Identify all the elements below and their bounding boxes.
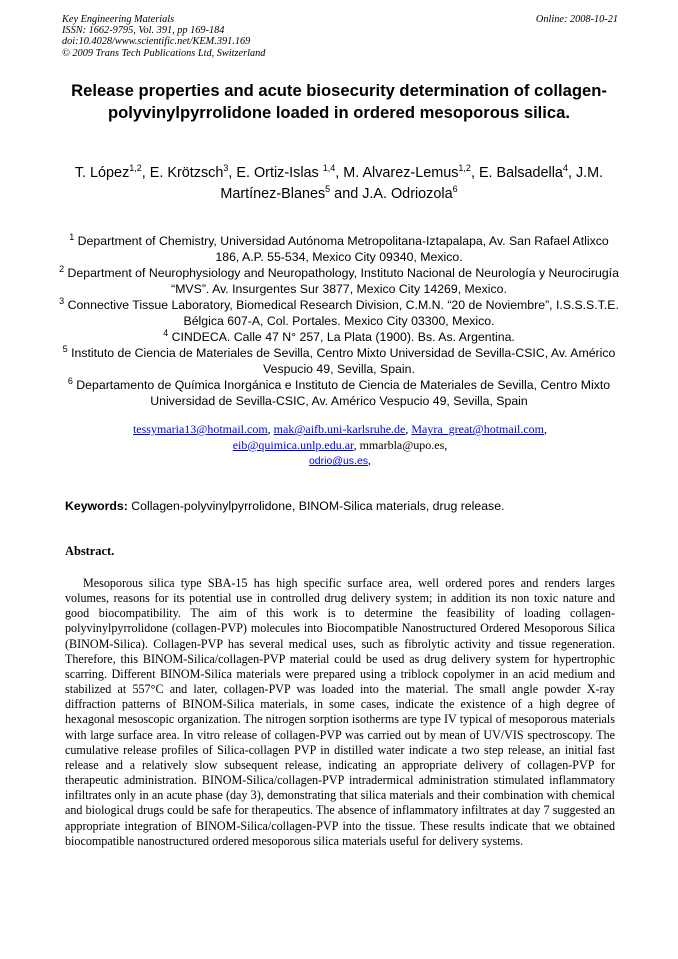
email-text: mmarbla@upo.es — [359, 437, 445, 452]
online-date: Online: 2008-10-21 — [535, 14, 618, 25]
abstract-heading: Abstract. — [65, 544, 115, 558]
author: J.M. Martínez-Blanes$^5$ and — [220, 165, 604, 202]
email-link[interactable]: odrio@us.es — [308, 455, 369, 467]
affiliation-list — [58, 233, 620, 409]
affiliation: $^3$ Connective Tissue Laboratory, Biomedical Research Division, C.M.N. “20 de Noviembre”, I.S.S.S.T.E. Bélgica 607-A, Col. Portales. Mexico City 03300, Mexico. — [59, 295, 619, 328]
email-link[interactable]: tessymaria13@hotmail.com — [132, 422, 268, 436]
author: E. Balsadella$^4$, — [478, 163, 576, 181]
journal-name: Key Engineering Materials — [62, 14, 175, 25]
affiliation: $^4$ CINDECA. Calle 47 N° 257, La Plata (1900). Bs. As. Argentina. — [163, 327, 515, 344]
author: J.A. Odriozola$^6$ — [362, 184, 458, 202]
email-link[interactable]: eib@quimica.unlp.edu.ar — [232, 437, 354, 452]
email-list: tessymaria13@hotmail.com, mak@aifb.uni-karlsruhe.de, Mayra_great@hotmail.com, eib@quimica.unlp.edu.ar, mmarbla@upo.es, odrio@us.es, — [132, 422, 548, 467]
author: E. Ortiz-Islas $^{1,4}$, — [236, 163, 344, 181]
keywords-text: Collagen-polyvinylpyrrolidone, BINOM-Silica materials, drug release. — [131, 499, 505, 513]
email-link[interactable]: Mayra_great@hotmail.com — [411, 422, 545, 436]
affiliation: $^6$ Departamento de Química Inorgánica e Instituto de Ciencia de Materiales de Sevilla, Centro Mixto Universidad de Sevilla-CSIC, Av. Américo Vespucio 49, Sevilla, Spain — [67, 375, 611, 408]
affiliation: $^2$ Department of Neurophysiology and Neuropathology, Instituto Nacional de Neurología y Neurocirugía “MVS”. Av. Insurgentes Sur 3877, Mexico City 14269, Mexico. — [59, 263, 619, 296]
copyright-line: © 2009 Trans Tech Publications Ltd, Switzerland — [62, 47, 266, 59]
journal-header — [62, 14, 618, 59]
doi-line: doi:10.4028/www.scientific.net/KEM.391.169 — [62, 36, 251, 48]
abstract-body: Mesoporous silica type SBA-15 has high specific surface area, well ordered pores and renders larges volumes, reasons for its potential use in controlled drug delivery system; in addition its non toxic nature and good biocompatibility. The aim of this work is to determine the feasibility of loading collagen-polyvinylpyrrolidone (collagen-PVP) molecules into Biocompatible Nanostructured Ordered Mesoporous Silica (BINOM-Silica). Collagen-PVP has several medical uses, such as fibrolytic activity and tissue regeneration. Therefore, this BINOM-Silica/collagen-PVP material could be used as drug delivery system for hypertrophic scarring. Different BINOM-Silica materials were prepared using a triblock copolymer in an acid medium and stabilized at 557°C and later, collagen-PVP was loaded into the material. The small angle powder X-ray diffraction patterns of BINOM-Silica materials, in some cases, indicate the existence of a high degree of hexagonal mesoscopic organization. The nitrogen sorption isotherms are type IV typical of mesoporous materials with large surface area. In vitro release of collagen-PVP was carried out by mean of UV/VIS spectroscopy. The cumulative release profiles of Silica-collagen PVP in distilled water indicate a two step release, an initial fast release and a relatively slow subsequent release, indicating an appropriate delivery of collagen-PVP for therapeutic administration. BINOM-Silica/collagen-PVP intradermical administration stimulated inflammatory infiltrates only in an acute phase (day 3), demonstrating that silica materials and their combination with chemical and biological drugs could be safe for therapeutics. The absence of inflammatory infiltrates at day 7 suggested an appropriate integration of BINOM-Silica/collagen-PVP into the tissue. These results indicate that we obtained biocompatible nanostructured ordered mesoporous silica materials useful for delivery systems. — [65, 576, 615, 848]
author: T. López$^{1,2}$, — [74, 163, 150, 181]
keywords — [65, 498, 618, 514]
affiliation: $^5$ Instituto de Ciencia de Materiales de Sevilla, Centro Mixto Universidad de Sevilla-CSIC, Av. Américo Vespucio 49, Sevilla, Spain. — [62, 343, 616, 376]
author-list — [60, 163, 618, 205]
author: E. Krötzsch$^3$, — [149, 163, 237, 181]
paper-title: Release properties and acute biosecurity determination of collagen-polyvinylpyrrolidone loaded in ordered mesoporous silica. — [71, 81, 607, 122]
keywords-label: Keywords: — [65, 499, 128, 513]
author: M. Alvarez-Lemus$^{1,2}$, — [343, 163, 479, 181]
email-link[interactable]: mak@aifb.uni-karlsruhe.de — [273, 422, 406, 436]
issn-line: ISSN: 1662-9795, Vol. 391, pp 169-184 — [62, 25, 225, 37]
affiliation: $^1$ Department of Chemistry, Universidad Autónoma Metropolitana-Iztapalapa, Av. San Rafael Atlixco 186, A.P. 55-534, Mexico City 09340, Mexico. — [69, 231, 609, 264]
